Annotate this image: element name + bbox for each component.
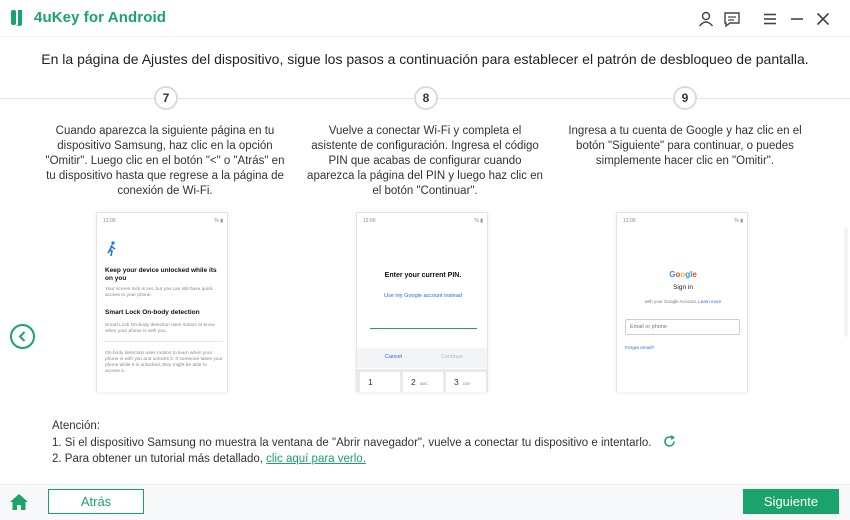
phone-status-bar (103, 218, 223, 224)
attention-title: Atención: (52, 420, 100, 432)
phone-divider (103, 341, 223, 342)
back-button[interactable]: Atrás (48, 489, 144, 514)
attention-line-1: 1. Si el dispositivo Samsung no muestra la ventana de "Abrir navegador", vuelve a conectar tu dispositivo e intentarlo. (52, 435, 676, 452)
minimize-icon[interactable] (788, 10, 806, 28)
main-content (0, 36, 850, 484)
phone-signal: % ▮ (734, 218, 743, 224)
step-number-9: 9 (673, 86, 697, 110)
step-8-text: Vuelve a conectar Wi-Fi y completa el asistente de configuración. Ingresa el código PIN que acabas de configurar cuando aparezca la página del PIN y luego haz clic en el botón "Continuar". (307, 125, 543, 197)
phone-status-bar (623, 218, 743, 224)
previous-arrow-button[interactable] (10, 324, 35, 349)
phone-account-text: with your Google Account. Learn more (644, 299, 722, 304)
step-9-phone-screenshot (616, 212, 748, 392)
page-instruction: En la página de Ajustes del dispositivo, sigue los pasos a continuación para establecer el patrón de desbloqueo de pantalla. (41, 51, 809, 67)
phone-text-1: Your screen lock is set, but you can still have quick access to your phone. (105, 287, 213, 298)
phone-text-2: Smart Lock On-body detection uses motion to know when your phone is with you. (105, 323, 215, 334)
user-icon[interactable] (697, 10, 715, 28)
phone-time: 12:00 (623, 218, 636, 224)
menu-icon[interactable] (761, 10, 779, 28)
phone-email-field: Email or phone (625, 319, 740, 335)
phone-google-link: Use my Google account instead (384, 293, 462, 299)
walking-person-icon (106, 241, 118, 257)
phone-time: 12:00 (363, 218, 376, 224)
phone-signal: % ▮ (474, 218, 483, 224)
phone-time: 12:00 (103, 218, 116, 224)
phone-pin-input-line (370, 328, 477, 329)
phone-continue: Continue (441, 354, 464, 360)
title-bar (0, 0, 850, 36)
phone-text-3: On-body detection uses motion to learn when your phone is with you and unlocks it. If someone takes your phone while it is unlocked, they might be able to access it. (105, 351, 223, 374)
app-logo-icon (10, 9, 28, 27)
google-logo: Google (669, 270, 697, 279)
phone-signal: % ▮ (214, 218, 223, 224)
step-number-7: 7 (154, 86, 178, 110)
step-number-8: 8 (414, 86, 438, 110)
bottom-bar (0, 484, 850, 520)
phone-pin-heading: Enter your current PIN. (384, 272, 462, 279)
phone-forgot-email: Forgot email? (625, 346, 655, 351)
step-9-text: Ingresa a tu cuenta de Google y haz clic en el botón "Siguiente" para continuar, o puedes simplemente hacer clic en "Omitir". (568, 125, 802, 167)
phone-key-1: 1 (360, 372, 400, 392)
step-7-phone-screenshot (96, 212, 228, 392)
phone-keypad (357, 369, 488, 392)
phone-heading-2: Smart Lock On-body detection (105, 309, 200, 316)
attention-line-2: 2. Para obtener un tutorial más detallado, clic aquí para verlo. (52, 453, 366, 465)
chevron-left-icon (16, 330, 29, 343)
phone-action-bar (357, 348, 488, 368)
step-8-phone-screenshot (356, 212, 488, 392)
close-icon[interactable] (814, 10, 832, 28)
feedback-icon[interactable] (723, 10, 741, 28)
home-icon[interactable] (9, 493, 29, 511)
phone-key-2: 2 ABC (403, 372, 443, 392)
next-button[interactable]: Siguiente (743, 489, 839, 514)
attention-notes (52, 418, 676, 468)
step-7-text: Cuando aparezca la siguiente página en tu dispositivo Samsung, haz clic en la opción "Omitir". Luego clic en el botón "<" o "Atrás" en tu dispositivo hasta que regrese a la página de conexión de Wi-Fi. (45, 125, 285, 197)
phone-key-3: 3 DEF (446, 372, 486, 392)
refresh-icon[interactable] (663, 435, 676, 448)
phone-heading-1: Keep your device unlocked while its on you (105, 267, 217, 282)
phone-status-bar (363, 218, 483, 224)
phone-cancel: Cancel (385, 354, 403, 360)
app-title: 4uKey for Android (34, 9, 166, 26)
phone-signin-title: Sign in (673, 284, 693, 291)
tutorial-link[interactable]: clic aquí para verlo. (266, 453, 366, 465)
scrollbar[interactable] (844, 227, 848, 337)
